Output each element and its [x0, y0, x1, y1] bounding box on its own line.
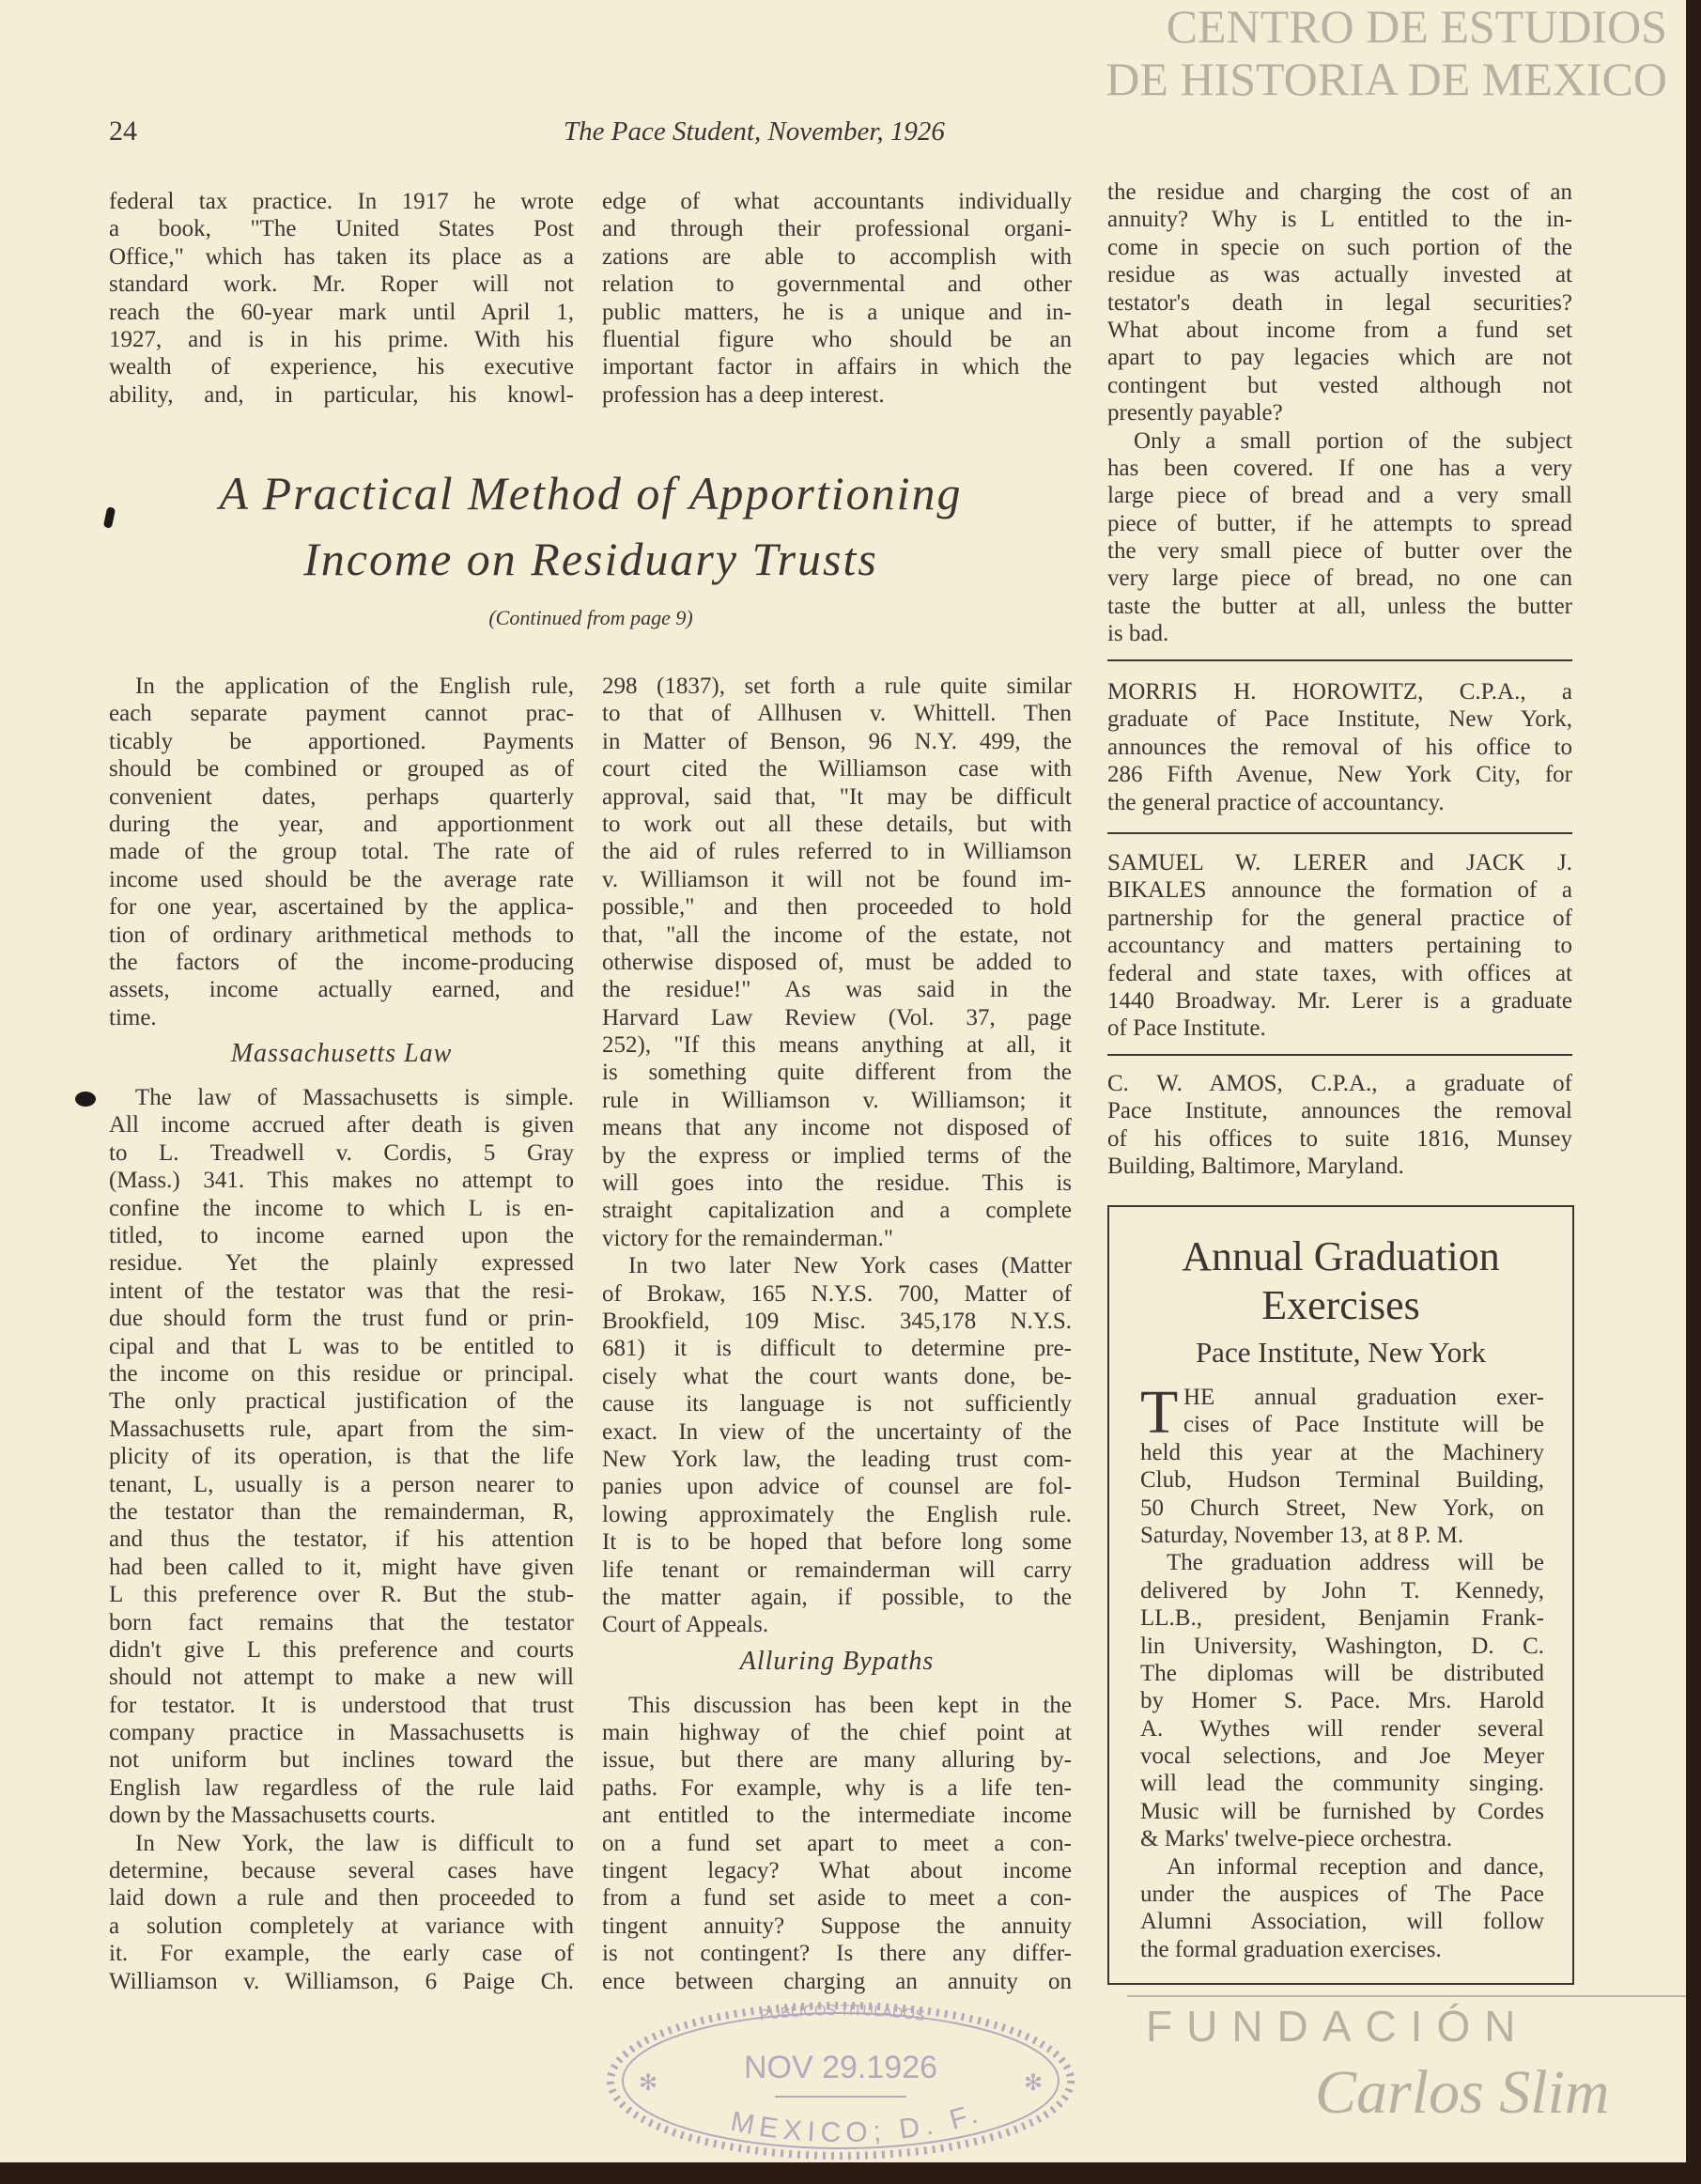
text-line: Pace Institute, announces the removal	[1107, 1098, 1572, 1124]
text-line: the formal graduation exercises.	[1140, 1936, 1442, 1962]
watermark-row	[1106, 0, 1667, 53]
text-line: apart to pay legacies which are not	[1107, 345, 1572, 371]
section-heading: Massachusetts Law	[230, 1039, 453, 1069]
text-line: possible," and then proceeded to hold	[602, 894, 1072, 921]
text-line: laid down a rule and then proceeded to	[109, 1885, 574, 1912]
stamp-place: MEXICO; D. F.	[728, 2097, 987, 2149]
text-line: issue, but there are many alluring by-	[602, 1747, 1072, 1774]
text-line: 681) it is difficult to determine pre-	[602, 1336, 1072, 1362]
text-line: will lead the community singing.	[1140, 1771, 1544, 1797]
text-line: An informal reception and dance,	[1167, 1853, 1544, 1880]
text-line: made of the group total. The rate of	[109, 839, 574, 865]
text-line: on a fund set apart to meet a con-	[602, 1830, 1072, 1856]
text-line: 50 Church Street, New York, on	[1140, 1495, 1544, 1521]
top-column-1	[109, 188, 574, 409]
text-line: intent of the testator was that the resi-	[109, 1278, 574, 1304]
text-line: testator's death in legal securities?	[1107, 289, 1572, 316]
text-line: come in specie on such portion of the	[1107, 234, 1572, 260]
text-line: by the express or implied terms of the	[602, 1142, 1072, 1169]
text-line: victory for the remainderman."	[602, 1225, 894, 1251]
text-line: In two later New York cases (Matter	[628, 1253, 1072, 1279]
announcement-lerer	[1107, 849, 1572, 1043]
watermark-line: DE MEXICO	[1407, 53, 1667, 105]
text-line: 252), "If this means anything at all, it	[602, 1032, 1072, 1059]
text-line: straight capitalization and a complete	[602, 1198, 1072, 1224]
text-line: not uniform but inclines toward the	[109, 1747, 574, 1774]
text-line: tingent annuity? Suppose the annuity	[602, 1913, 1072, 1939]
text-line: paths. For example, why is a life ten-	[602, 1774, 1072, 1801]
text-line: annuity? Why is L entitled to the in-	[1107, 207, 1572, 233]
text-line: born fact remains that the testator	[109, 1609, 574, 1635]
received-stamp	[601, 2001, 1080, 2161]
text-line: The graduation address will be	[1167, 1550, 1544, 1576]
text-line: ence between charging an annuity on	[602, 1968, 1072, 1994]
text-line: will goes into the residue. This is	[602, 1170, 1072, 1197]
text-line: announces the removal of his office to	[1107, 734, 1572, 760]
text-line: rule in Williamson v. Williamson; it	[602, 1087, 1072, 1113]
text-line: and through their professional organi-	[602, 216, 1072, 242]
text-line: held this year at the Machinery	[1140, 1439, 1544, 1465]
text-line: Saturday, November 13, at 8 P. M.	[1140, 1522, 1464, 1548]
text-line: residue. Yet the plainly expressed	[109, 1250, 574, 1277]
text-line: tion of ordinary arithmetical methods to	[109, 922, 574, 948]
text-line: English law regardless of the rule laid	[109, 1774, 574, 1801]
text-line: of his offices to suite 1816, Munsey	[1107, 1125, 1572, 1152]
text-line: HE annual graduation exer-	[1183, 1385, 1544, 1410]
watermark-signature: Carlos Slim	[1315, 2058, 1610, 2127]
text-line: Office," which has taken its place as a	[109, 243, 574, 270]
text-line: 1927, and is in his prime. With his	[109, 326, 574, 352]
text-line: should be combined or grouped as of	[109, 756, 574, 782]
text-line: partnership for the general practice of	[1107, 905, 1572, 931]
text-line: the residue and charging the cost of an	[1107, 179, 1572, 205]
watermark-rule	[1127, 1995, 1686, 1997]
text-line: the matter again, if possible, to the	[602, 1584, 1072, 1610]
text-line: It is to be hoped that before long some	[602, 1529, 1072, 1556]
text-line: convenient dates, perhaps quarterly	[109, 783, 574, 810]
text-line: A. Wythes will render several	[1140, 1715, 1544, 1742]
text-line: contingent but vested although not	[1107, 372, 1572, 398]
top-column-3	[1107, 178, 1572, 648]
text-line: public matters, he is a unique and in-	[602, 299, 1072, 325]
ink-blot	[75, 1092, 96, 1107]
announcement-amos	[1107, 1070, 1572, 1181]
watermark-row	[1106, 53, 1667, 105]
text-line: SAMUEL W. LERER and JACK J.	[1107, 850, 1572, 875]
text-line: This discussion has been kept in the	[628, 1692, 1072, 1718]
announcement-horowitz	[1107, 678, 1572, 816]
text-line: is bad.	[1107, 621, 1169, 647]
article-title-line-1: A Practical Method of Apportioning	[219, 467, 963, 519]
text-line: ant entitled to the intermediate income	[602, 1803, 1072, 1829]
text-line: it. For example, the early case of	[109, 1941, 574, 1967]
divider	[1107, 659, 1572, 661]
box-title-line-1: Annual Graduation	[1182, 1233, 1500, 1279]
text-line: under the auspices of The Pace	[1140, 1882, 1544, 1908]
text-line: cause its language is not sufficiently	[602, 1391, 1072, 1417]
text-line: didn't give L this preference and courts	[109, 1636, 574, 1663]
text-line: lin University, Washington, D. C.	[1140, 1633, 1544, 1659]
text-line: (Mass.) 341. This makes no attempt to	[109, 1168, 574, 1194]
text-line: the general practice of accountancy.	[1107, 789, 1445, 815]
watermark-line: CENTRO DE	[1166, 0, 1429, 53]
text-line: presently payable?	[1107, 400, 1283, 426]
text-line: of Brokaw, 165 N.Y.S. 700, Matter of	[602, 1280, 1072, 1307]
box-title-line-2: Exercises	[1261, 1282, 1420, 1328]
top-column-2	[602, 188, 1072, 409]
text-line: zations are able to accomplish with	[602, 243, 1072, 270]
text-line: federal and state taxes, with offices at	[1107, 960, 1572, 986]
text-line: is not contingent? Is there any differ-	[602, 1941, 1072, 1967]
text-line: lowing approximately the English rule.	[602, 1501, 1072, 1527]
watermark-foundation: FUNDACIÓN	[1146, 2002, 1530, 2051]
text-line: tenant, L, usually is a person nearer to	[109, 1471, 574, 1497]
body-column-2	[602, 673, 1072, 1995]
stamp-asterisk-icon: ✻	[639, 2071, 658, 2096]
text-line: vocal selections, and Joe Meyer	[1140, 1743, 1544, 1770]
text-line: has been covered. If one has a very	[1107, 455, 1572, 481]
continued-note: (Continued from page 9)	[488, 606, 693, 629]
text-line: the very small piece of butter over the	[1107, 538, 1572, 565]
text-line: Club, Hudson Terminal Building,	[1140, 1467, 1544, 1494]
text-line: profession has a deep interest.	[602, 381, 885, 408]
text-line: accountancy and matters pertaining to	[1107, 933, 1572, 959]
text-line: edge of what accountants individually	[602, 189, 1072, 214]
text-line: main highway of the chief point at	[602, 1720, 1072, 1746]
text-line: down by the Massachusetts courts.	[109, 1803, 436, 1829]
text-line: Harvard Law Review (Vol. 37, page	[602, 1004, 1072, 1030]
text-line: a book, "The United States Post	[109, 216, 574, 242]
text-line: wealth of experience, his executive	[109, 354, 574, 380]
text-line: to L. Treadwell v. Cordis, 5 Gray	[109, 1139, 574, 1166]
text-line: What about income from a fund set	[1107, 317, 1572, 343]
text-line: during the year, and apportionment	[109, 811, 574, 837]
watermark-line: ESTUDIOS	[1440, 0, 1667, 53]
text-line: very large piece of bread, no one can	[1107, 565, 1572, 592]
text-line: that, "all the income of the estate, not	[602, 922, 1072, 948]
text-line: the income on this residue or principal.	[109, 1360, 574, 1386]
text-line: Building, Baltimore, Maryland.	[1107, 1154, 1404, 1180]
text-line: standard work. Mr. Roper will not	[109, 271, 574, 298]
text-line: MORRIS H. HOROWITZ, C.P.A., a	[1107, 679, 1572, 705]
article-title-line-2: Income on Residuary Trusts	[303, 533, 878, 585]
text-line: In the application of the English rule,	[135, 674, 574, 699]
text-line: C. W. AMOS, C.P.A., a graduate of	[1107, 1071, 1572, 1096]
text-line: v. Williamson it will not be found im-	[602, 866, 1072, 892]
text-line: the residue!" As was said in the	[602, 977, 1072, 1003]
text-line: by Homer S. Pace. Mrs. Harold	[1140, 1688, 1544, 1714]
text-line: each separate payment cannot prac-	[109, 701, 574, 727]
text-line: residue as was actually invested at	[1107, 262, 1572, 288]
text-line: 1440 Broadway. Mr. Lerer is a graduate	[1107, 987, 1572, 1014]
text-line: ability, and, in particular, his knowl-	[109, 381, 574, 408]
text-line: for one year, ascertained by the applica-	[109, 894, 574, 921]
text-line: Massachusetts rule, apart from the sim-	[109, 1416, 574, 1442]
body-column-1	[109, 673, 574, 1995]
text-line: income used should be the average rate	[109, 866, 574, 892]
text-line: for testator. It is understood that trust	[109, 1692, 574, 1718]
text-line: In New York, the law is difficult to	[135, 1830, 574, 1856]
graduation-notice-box	[1107, 1205, 1574, 1985]
text-line: from a fund set aside to meet a con-	[602, 1885, 1072, 1912]
text-line: & Marks' twelve-piece orchestra.	[1140, 1826, 1453, 1852]
text-line: the aid of rules referred to in Williamson	[602, 839, 1072, 865]
text-line: tingent legacy? What about income	[602, 1858, 1072, 1884]
text-line: assets, income actually earned, and	[109, 977, 574, 1003]
text-line: cipal and that L was to be entitled to	[109, 1333, 574, 1359]
text-line: cisely what the court wants done, be-	[602, 1363, 1072, 1389]
text-line: to that of Allhusen v. Whittell. Then	[602, 701, 1072, 727]
text-line: All income accrued after death is given	[109, 1112, 574, 1138]
text-line: the testator than the remainderman, R,	[109, 1498, 574, 1525]
running-header: The Pace Student, November, 1926	[564, 116, 945, 147]
box-body	[1140, 1378, 1544, 1963]
text-line: BIKALES announce the formation of a	[1107, 877, 1572, 904]
text-line: Alumni Association, will follow	[1140, 1909, 1544, 1935]
text-line: taste the butter at all, unless the butter	[1107, 593, 1572, 619]
text-line: federal tax practice. In 1917 he wrote	[109, 189, 574, 214]
text-line: is something quite different from the	[602, 1060, 1072, 1086]
text-line: to work out all these details, but with	[602, 811, 1072, 837]
text-line: time.	[109, 1004, 157, 1030]
text-line: and thus the testator, if his attention	[109, 1526, 574, 1553]
text-line: exact. In view of the uncertainty of the	[602, 1418, 1072, 1445]
text-line: approval, said that, "It may be difficult	[602, 783, 1072, 810]
text-line: Music will be furnished by Cordes	[1140, 1798, 1544, 1824]
text-line: reach the 60-year mark until April 1,	[109, 299, 574, 325]
page-number: 24	[109, 116, 137, 147]
text-line: important factor in affairs in which the	[602, 354, 1072, 380]
stamp-date: NOV 29.1926	[743, 2050, 938, 2085]
box-paragraphs	[1140, 1378, 1544, 1963]
text-line: Brookfield, 109 Misc. 345,178 N.Y.S.	[602, 1308, 1072, 1334]
divider	[1107, 1054, 1572, 1056]
divider	[1107, 832, 1572, 834]
text-line: The diplomas will be distributed	[1140, 1660, 1544, 1686]
text-line: panies upon advice of counsel are fol-	[602, 1474, 1072, 1500]
text-line: New York law, the leading trust com-	[602, 1446, 1072, 1472]
text-line: court cited the Williamson case with	[602, 756, 1072, 782]
watermark-line: DE HISTORIA	[1106, 53, 1397, 105]
text-line: titled, to income earned upon the	[109, 1223, 574, 1249]
drop-cap: T	[1140, 1378, 1179, 1447]
watermark-text	[1106, 0, 1667, 105]
text-line: graduate of Pace Institute, New York,	[1107, 706, 1572, 733]
text-line: relation to governmental and other	[602, 271, 1072, 298]
text-line: Williamson v. Williamson, 6 Paige Ch.	[109, 1968, 574, 1994]
text-line: cises of Pace Institute will be	[1183, 1412, 1544, 1438]
text-line: 286 Fifth Avenue, New York City, for	[1107, 762, 1572, 788]
text-line: delivered by John T. Kennedy,	[1140, 1577, 1544, 1603]
text-line: The only practical justification of the	[109, 1388, 574, 1415]
text-line: due should form the trust fund or prin-	[109, 1306, 574, 1332]
text-line: L this preference over R. But the stub-	[109, 1582, 574, 1608]
stamp-arc-text: PUBLICOS TITULADOS	[758, 2002, 926, 2025]
text-line: confine the income to which L is en-	[109, 1195, 574, 1221]
text-line: The law of Massachusetts is simple.	[135, 1085, 574, 1111]
text-line: plicity of its operation, is that the life	[109, 1444, 574, 1470]
text-line: life tenant or remainderman will carry	[602, 1557, 1072, 1583]
text-line: determine, because several cases have	[109, 1858, 574, 1884]
text-line: ticably be apportioned. Payments	[109, 728, 574, 754]
text-line: large piece of bread and a very small	[1107, 483, 1572, 509]
text-line: Only a small portion of the subject	[1134, 427, 1572, 454]
text-line: 298 (1837), set forth a rule quite similar	[602, 674, 1072, 699]
text-line: LL.B., president, Benjamin Frank-	[1140, 1605, 1544, 1632]
text-line: the factors of the income-producing	[109, 949, 574, 975]
box-subtitle: Pace Institute, New York	[1195, 1336, 1487, 1369]
text-line: of Pace Institute.	[1107, 1015, 1266, 1042]
text-line: Court of Appeals.	[602, 1612, 769, 1638]
text-line: means that any income not disposed of	[602, 1115, 1072, 1141]
text-line: company practice in Massachusetts is	[109, 1720, 574, 1746]
text-line: had been called to it, might have given	[109, 1554, 574, 1580]
stamp-asterisk-icon: ✻	[1024, 2071, 1044, 2096]
text-line: fluential figure who should be an	[602, 326, 1072, 352]
text-line: in Matter of Benson, 96 N.Y. 499, the	[602, 728, 1072, 754]
section-heading: Alluring Bypaths	[739, 1646, 935, 1676]
text-line: a solution completely at variance with	[109, 1913, 574, 1939]
text-line: piece of butter, if he attempts to spread	[1107, 510, 1572, 536]
text-line: otherwise disposed of, must be added to	[602, 949, 1072, 975]
text-line: should not attempt to make a new will	[109, 1665, 574, 1691]
